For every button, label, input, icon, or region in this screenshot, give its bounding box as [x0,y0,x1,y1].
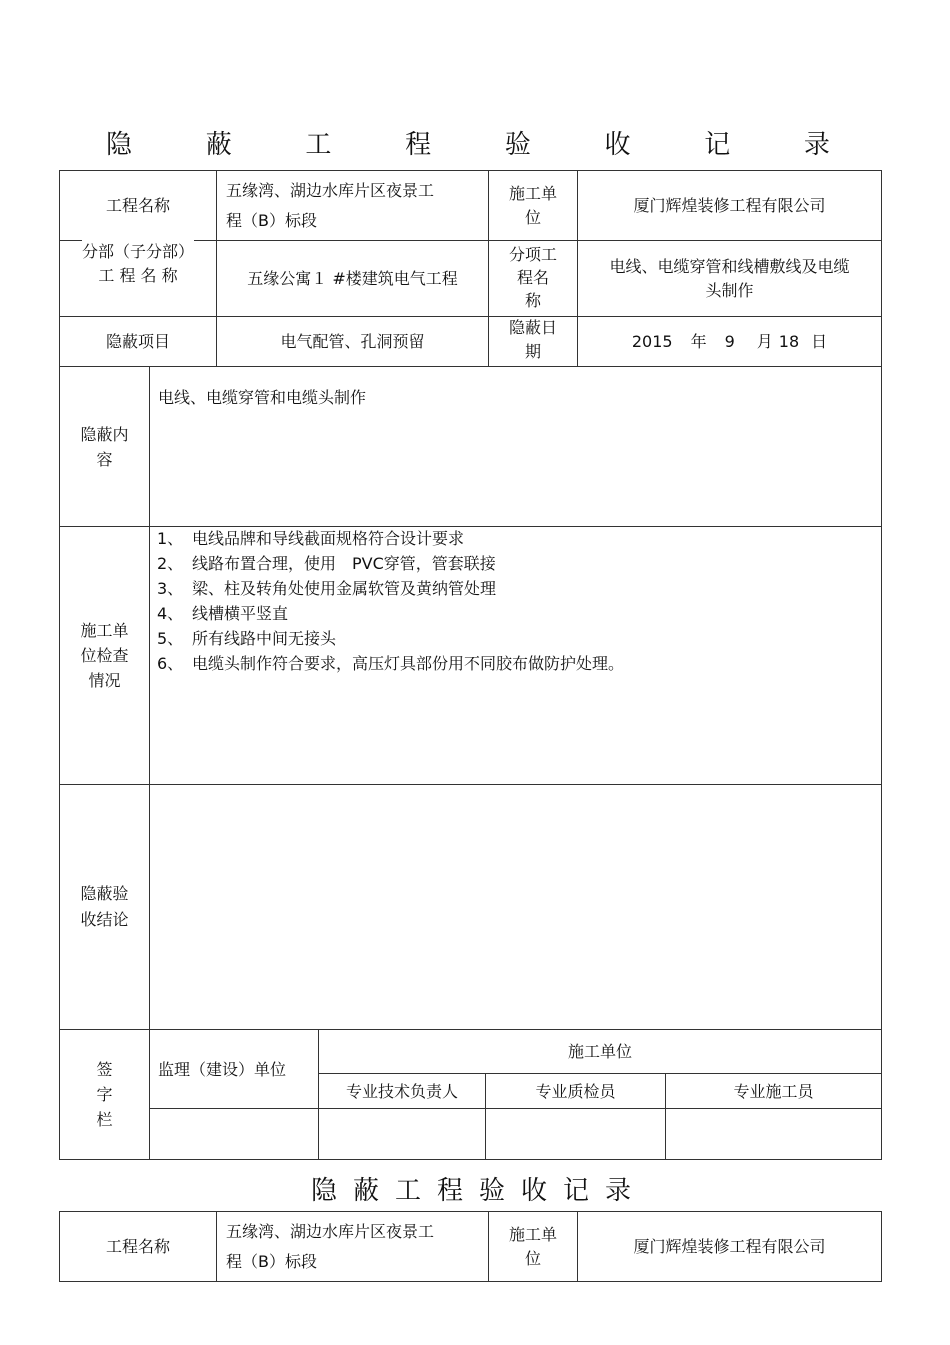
date-month-unit: 月 [756,332,773,351]
list-item [157,551,624,576]
table-border [881,170,882,1160]
date-day-unit: 日 [811,332,828,351]
date-day: 18 [778,332,800,351]
table-divider [216,1211,217,1282]
date-label-line: 期 [524,341,541,361]
quality-inspector-signature-field[interactable] [486,1109,665,1159]
signature-label-line: 签 [96,1060,113,1079]
supervisor-label: 监理（建设）单位 [158,1059,287,1079]
signature-label [60,1030,149,1159]
title-char: 隐 [310,1175,337,1206]
contractor-value: 厦门辉煌装修工程有限公司 [633,196,826,215]
title-char: 程 [436,1175,463,1206]
list-item-number: 1、 [157,529,184,548]
table-divider [59,784,882,785]
contractor-label-line: 施工单 [508,1224,557,1244]
list-item-number: 6、 [157,654,184,673]
table-divider [59,366,882,367]
date-value [578,317,881,366]
table-border [881,1211,882,1282]
title-char: 记 [704,129,731,160]
contractor-unit-label: 施工单位 [567,1042,632,1061]
inspection-label-line: 位检查 [80,646,129,665]
item-label [489,238,577,316]
contractor-label [489,171,577,240]
worker-label: 专业施工员 [733,1081,814,1101]
tech-lead-signature-field[interactable] [319,1109,485,1159]
title-char: 录 [803,129,830,160]
project-name-line: 五缘湾、湖边水库片区夜景工 [226,1221,435,1241]
quality-inspector-label: 专业质检员 [535,1081,616,1101]
list-item-text: 所有线路中间无接头 [192,629,337,648]
title-char: 隐 [106,129,133,160]
title-char: 蔽 [205,129,232,160]
list-item-text: 梁、柱及转角处使用金属软管及黄纳管处理 [192,579,497,598]
title-char: 收 [521,1175,548,1206]
signature-label-line: 字 [96,1085,113,1104]
list-item [157,626,624,651]
title-char: 录 [605,1175,632,1206]
table-border [59,1281,882,1282]
project-name-line: 程（B）标段 [226,210,317,230]
project-name-label: 工程名称 [105,196,170,215]
item-label-line: 称 [524,290,541,310]
inspection-label-line: 情况 [88,671,121,690]
project-name-value [226,1212,488,1281]
contractor-label-line: 位 [524,207,541,227]
contractor-label-line: 施工单 [508,183,557,203]
item-label-line: 程名 [516,267,549,287]
project-name-line: 五缘湾、湖边水库片区夜景工 [226,180,435,200]
title-char: 记 [563,1175,590,1206]
worker-signature-field[interactable] [666,1109,881,1159]
contractor-value: 厦门辉煌装修工程有限公司 [633,1237,826,1256]
conclusion-label-line: 收结论 [80,910,129,929]
list-item [157,651,624,676]
conclusion-label [60,785,149,1029]
title-char: 验 [504,129,531,160]
inspection-label [60,527,149,784]
project-name-line: 程（B）标段 [226,1251,317,1271]
item-label-line: 分项工 [508,244,557,264]
date-year-unit: 年 [690,332,707,351]
signature-label-line: 栏 [96,1110,113,1129]
title-char: 工 [394,1175,421,1206]
item-value-line: 头制作 [705,280,754,300]
title-char: 验 [479,1175,506,1206]
table-divider [149,366,150,1159]
conclusion-value [158,800,858,1000]
item-value [578,241,881,316]
title-char: 蔽 [352,1175,379,1206]
list-item [157,576,624,601]
list-item-number: 2、 [157,554,184,573]
list-item-text: 电线品牌和导线截面规格符合设计要求 [192,529,465,548]
table-border [59,1159,882,1160]
contractor-label-line: 位 [524,1248,541,1268]
date-month: 9 [724,332,735,351]
date-label-line: 隐蔽日 [508,317,557,337]
list-item-text: 电缆头制作符合要求，高压灯具部份用不同胶布做防护处理。 [192,654,625,673]
list-item [157,526,624,551]
list-item-number: 4、 [157,604,184,623]
list-item-number: 3、 [157,579,184,598]
date-year: 2015 [631,332,673,351]
page-title [60,122,882,162]
inspection-list [157,526,624,676]
content-value: 电线、电缆穿管和电缆头制作 [158,388,367,407]
conclusion-label-line: 隐蔽验 [80,884,129,903]
sub-project-label-line: 分部（子分部） [82,240,194,264]
list-item [157,601,624,626]
list-item-text: 线槽横平竖直 [192,604,289,623]
title-char: 程 [405,129,432,160]
contractor-label [489,1212,577,1281]
project-name-label: 工程名称 [105,1237,170,1256]
date-label [489,313,577,366]
sub-project-label [60,234,216,294]
list-item-text: 线路布置合理，使用 PVC穿管，管套联接 [192,554,496,573]
title-char: 收 [604,129,631,160]
title-char: 工 [305,129,332,160]
sub-project-label-line: 工 程 名 称 [98,266,178,285]
content-label-line: 隐蔽内 [80,424,129,444]
page-title-repeat [60,1168,882,1208]
list-item-number: 5、 [157,629,184,648]
sub-project-value: 五缘公寓１ #楼建筑电气工程 [247,269,458,288]
content-label [60,367,149,526]
project-name-value [226,171,488,240]
item-value-line: 电线、电缆穿管和线槽敷线及电缆 [609,256,850,276]
tech-lead-label: 专业技术负责人 [345,1081,458,1101]
inspection-label-line: 施工单 [80,621,129,640]
supervisor-signature-field[interactable] [150,1109,318,1159]
hidden-item-label: 隐蔽项目 [105,332,170,351]
hidden-item-value: 电气配管、孔洞预留 [280,332,425,351]
content-label-line: 容 [96,449,113,469]
